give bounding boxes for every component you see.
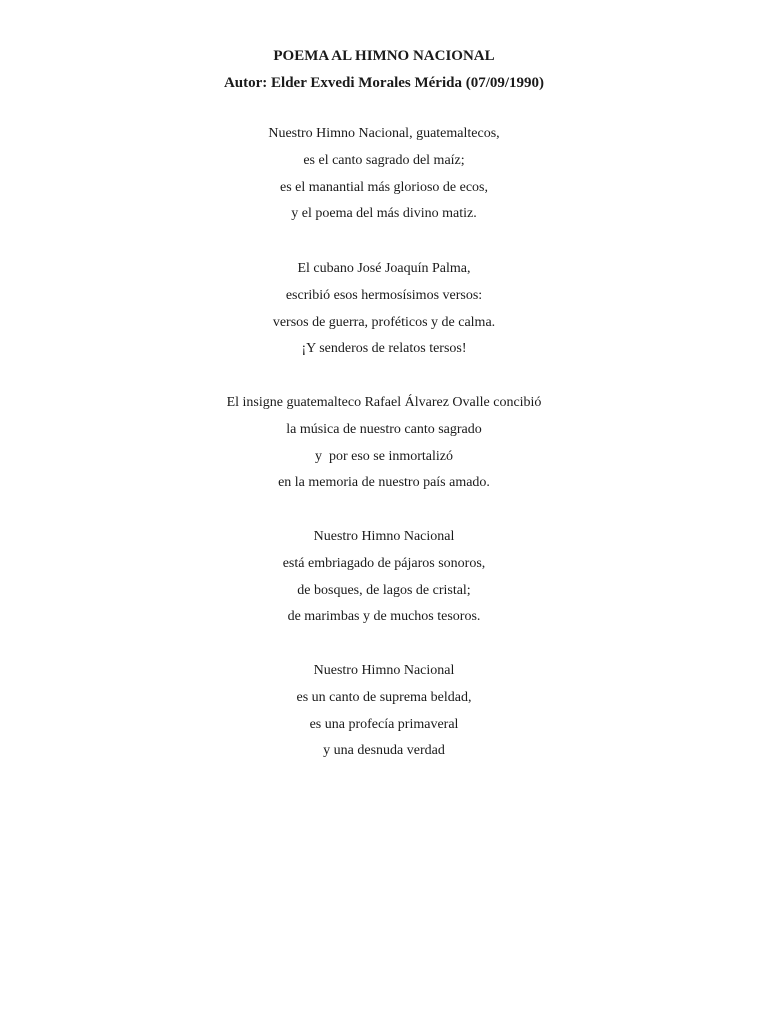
stanza: [0, 121, 768, 228]
poem-line: escribió esos hermosísimos versos:: [285, 287, 483, 303]
poem-line: versos de guerra, proféticos y de calma.: [272, 314, 496, 330]
poem-line: es el manantial más glorioso de ecos,: [280, 179, 488, 195]
poem-line: es una profecía primaveral: [309, 716, 459, 732]
poem-line: de bosques, de lagos de cristal;: [297, 582, 471, 598]
poem-line: El insigne guatemalteco Rafael Álvarez Ovalle concibió: [226, 395, 542, 410]
poem-line: Nuestro Himno Nacional: [313, 529, 455, 544]
poem-line: es un canto de suprema beldad,: [296, 689, 472, 705]
poem-line: y el poema del más divino matiz.: [291, 206, 477, 222]
stanza: [0, 256, 768, 363]
stanza: [0, 524, 768, 631]
poem-author: Autor: Elder Exvedi Morales Mérida (07/09/1990): [223, 75, 545, 91]
poem-line: la música de nuestro canto sagrado: [286, 421, 482, 437]
poem-line: y una desnuda verdad: [323, 743, 445, 759]
poem-line: Nuestro Himno Nacional: [313, 663, 455, 678]
poem-line: y por eso se inmortalizó: [314, 448, 454, 464]
poem-line: El cubano José Joaquín Palma,: [297, 261, 471, 276]
poem-line: ¡Y senderos de relatos tersos!: [301, 341, 467, 357]
stanza: [0, 658, 768, 765]
poem-title: POEMA AL HIMNO NACIONAL: [273, 48, 495, 64]
poem-line: está embriagado de pájaros sonoros,: [282, 555, 486, 571]
stanza: [0, 390, 768, 497]
poem-line: en la memoria de nuestro país amado.: [278, 475, 490, 491]
poem-line: de marimbas y de muchos tesoros.: [287, 609, 481, 625]
poem-line: Nuestro Himno Nacional, guatemaltecos,: [268, 126, 500, 141]
poem-line: es el canto sagrado del maíz;: [303, 152, 465, 168]
